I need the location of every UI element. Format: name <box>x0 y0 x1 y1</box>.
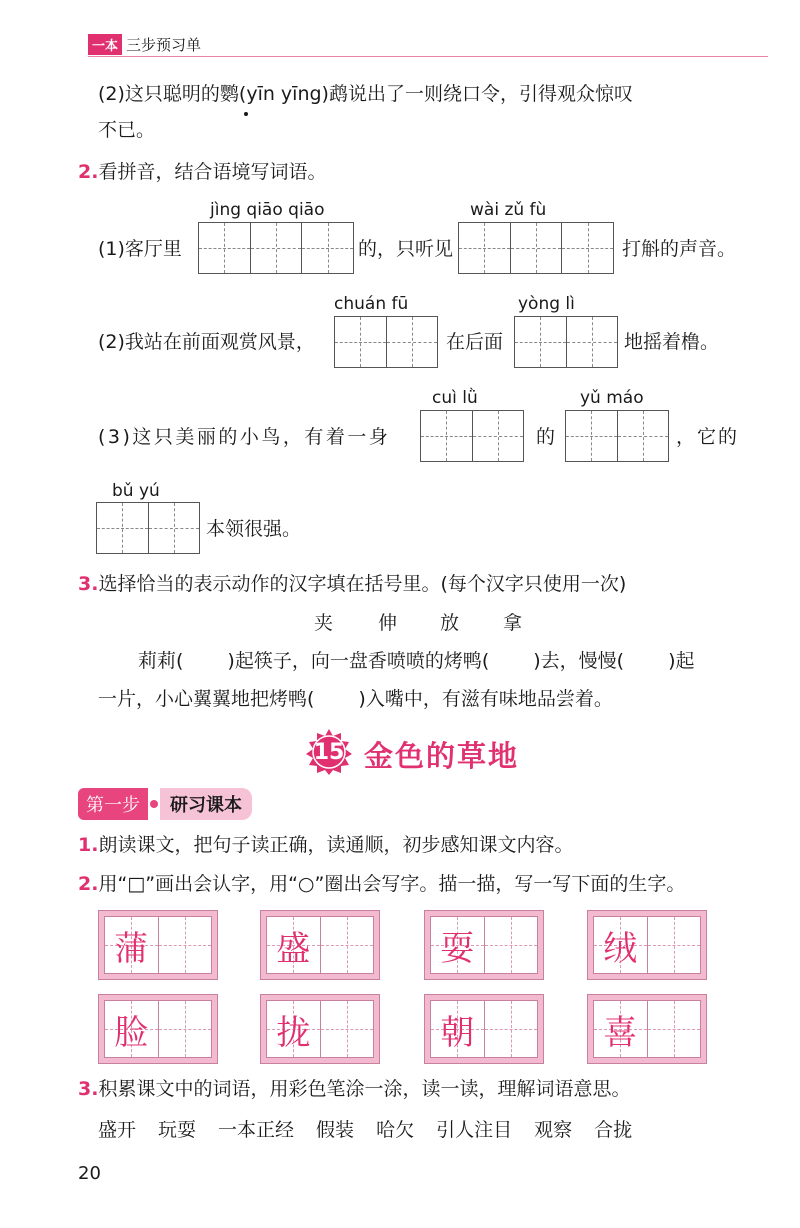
char-practice-box[interactable] <box>260 994 380 1064</box>
lesson-badge <box>305 728 353 776</box>
vocab-word[interactable]: 合拢 <box>594 1119 633 1141</box>
p4-post: 本领很强。 <box>206 518 302 540</box>
lesson-title: 金色的草地 <box>364 739 520 773</box>
item-text: 用“□”画出会认字，用“○”圈出会写字。描一描，写一写下面的生字。 <box>98 873 686 895</box>
word-choice: 夹 <box>314 612 334 634</box>
character: 朝 <box>440 1012 475 1053</box>
character: 耍 <box>440 928 475 969</box>
character: 盛 <box>276 928 311 969</box>
vocab-word[interactable]: 玩耍 <box>158 1119 197 1141</box>
character: 喜 <box>603 1012 638 1053</box>
sentence-part: )起筷子，向一盘香喷喷的烤鸭( <box>227 650 490 672</box>
writing-grid[interactable] <box>458 222 614 274</box>
section-3-number: 3. <box>78 573 99 595</box>
writing-grid[interactable] <box>565 410 669 462</box>
item-2 <box>78 875 685 894</box>
p1-pre: (1)客厅里 <box>98 238 182 260</box>
vocab-word[interactable]: 观察 <box>534 1119 573 1141</box>
word-choice: 伸 <box>378 612 398 634</box>
section-2-text: 看拼音，结合语境写词语。 <box>98 161 327 183</box>
vocab-word[interactable]: 盛开 <box>98 1119 137 1141</box>
sentence-part: )入嘴中，有滋有味地品尝着。 <box>358 688 613 710</box>
p3-post: ，它的 <box>676 426 740 448</box>
item-number: 2. <box>78 873 99 895</box>
q2-line1: (2)这只聪明的鹦(yīn yīng)鹉说出了一则绕口令，引得观众惊叹 <box>98 83 633 105</box>
char-practice-box[interactable] <box>98 994 218 1064</box>
vocab-word[interactable]: 假装 <box>316 1119 355 1141</box>
character: 蒲 <box>114 928 149 969</box>
p1-mid: 的，只听见 <box>358 238 454 260</box>
p2-pre: (2)我站在前面观赏风景， <box>98 331 315 353</box>
pinyin: bǔ yú <box>112 481 160 501</box>
lesson-number: 15 <box>313 740 345 765</box>
header-rule <box>88 56 768 57</box>
pinyin: wài zǔ fù <box>470 200 547 220</box>
sentence-line-2 <box>98 690 613 709</box>
char-practice-box[interactable] <box>260 910 380 980</box>
section-3-heading <box>78 575 626 594</box>
p3-mid: 的 <box>536 426 556 448</box>
step-label: 第一步 <box>78 788 148 820</box>
char-practice-box[interactable] <box>424 994 544 1064</box>
pinyin: yòng lì <box>518 294 575 314</box>
step-bar <box>78 790 252 818</box>
header <box>88 34 201 55</box>
writing-grid[interactable] <box>334 316 438 368</box>
item-3 <box>78 1080 630 1099</box>
item-text: 积累课文中的词语，用彩色笔涂一涂，读一读，理解词语意思。 <box>98 1078 631 1100</box>
p2-post: 地摇着橹。 <box>624 331 720 353</box>
pinyin: chuán fū <box>334 294 409 314</box>
section-3-text: 选择恰当的表示动作的汉字填在括号里。(每个汉字只使用一次) <box>98 573 627 595</box>
sentence-part: 莉莉( <box>138 650 184 672</box>
p3-pre: (3)这只美丽的小鸟，有着一身 <box>98 426 391 448</box>
item-number: 3. <box>78 1078 99 1100</box>
character: 绒 <box>603 928 638 969</box>
character: 脸 <box>114 1012 149 1053</box>
char-practice-box[interactable] <box>98 910 218 980</box>
word-choice: 拿 <box>503 612 523 634</box>
vocab-word[interactable]: 一本正经 <box>218 1119 295 1141</box>
writing-grid[interactable] <box>198 222 354 274</box>
step-dot <box>150 800 158 808</box>
header-title: 三步预习单 <box>126 36 202 54</box>
sentence-part: 一片，小心翼翼地把烤鸭( <box>98 688 315 710</box>
writing-grid[interactable] <box>514 316 618 368</box>
writing-grid[interactable] <box>420 410 524 462</box>
p1-post: 打斛的声音。 <box>622 238 737 260</box>
step-title: 研习课本 <box>160 788 252 820</box>
item-1 <box>78 836 573 855</box>
p2-mid: 在后面 <box>446 331 504 353</box>
emphasis-dot <box>244 112 248 116</box>
vocab-word[interactable]: 引人注目 <box>436 1119 513 1141</box>
sentence-line-1 <box>138 652 695 671</box>
q2-line2: 不已。 <box>98 119 156 141</box>
character: 拢 <box>276 1012 311 1053</box>
section-2-number: 2. <box>78 161 99 183</box>
word-choice: 放 <box>440 612 460 634</box>
pinyin: yǔ máo <box>580 388 644 408</box>
char-practice-box[interactable] <box>587 910 707 980</box>
item-text: 朗读课文，把句子读正确，读通顺，初步感知课文内容。 <box>98 834 574 856</box>
char-practice-box[interactable] <box>424 910 544 980</box>
pinyin: cuì lǜ <box>432 388 478 408</box>
item-number: 1. <box>78 834 99 856</box>
writing-grid[interactable] <box>96 502 200 554</box>
vocab-word[interactable]: 哈欠 <box>376 1119 415 1141</box>
sentence-part: )起 <box>668 650 695 672</box>
sentence-part: )去，慢慢( <box>533 650 625 672</box>
vocab-row <box>98 1121 632 1140</box>
pinyin: jìng qiāo qiāo <box>210 200 325 220</box>
brand-logo: 一本 <box>88 34 122 55</box>
char-practice-box[interactable] <box>587 994 707 1064</box>
page-number: 20 <box>78 1163 101 1184</box>
section-2-heading <box>78 163 326 182</box>
